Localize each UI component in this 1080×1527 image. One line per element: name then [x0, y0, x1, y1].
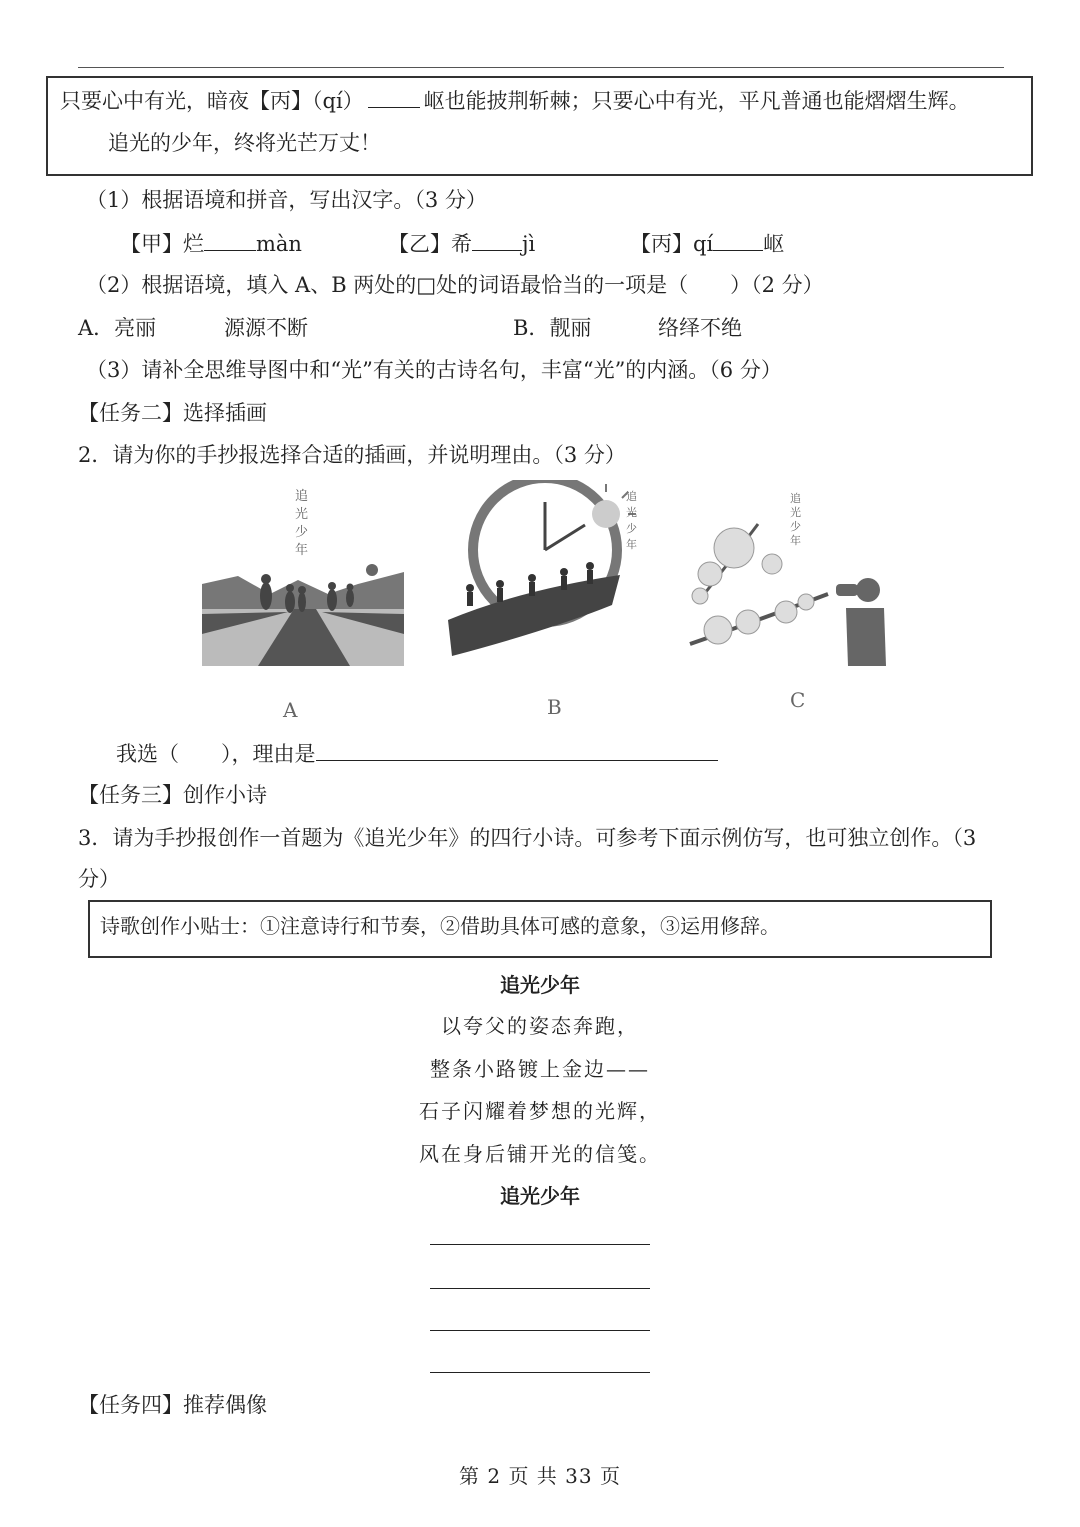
illustration-a[interactable]	[198, 484, 408, 674]
illustration-b-caption-char-3: 少	[626, 522, 637, 535]
illustration-b[interactable]	[440, 480, 640, 670]
q1-bing	[630, 230, 784, 257]
answer-line-1[interactable]	[430, 1244, 650, 1245]
illustration-c-caption-char-4: 年	[790, 534, 801, 547]
sun-icon	[366, 564, 378, 576]
example-poem-line-1: 以夸父的姿态奔跑，	[441, 1014, 639, 1038]
illustration-c[interactable]	[688, 484, 888, 674]
answer-line-4[interactable]	[430, 1372, 650, 1373]
reason-blank[interactable]	[316, 740, 718, 761]
example-poem-line-4: 风在身后铺开光的信笺。	[419, 1142, 661, 1166]
illustration-a-label: A	[283, 698, 298, 722]
q1-jia-blank[interactable]	[204, 230, 256, 251]
illustration-c-caption-char-1: 追	[790, 492, 801, 505]
task3-question-line-1: 3．请为手抄报创作一首题为《追光少年》的四行小诗。可参考下面示例仿写，也可独立创作。（3	[78, 826, 977, 850]
tips-text: 诗歌创作小贴士：①注意诗行和节奏，②借助具体可感的意象，③运用修辞。	[100, 914, 780, 938]
illustration-a-caption-char-4: 年	[295, 543, 309, 558]
illustration-a-caption	[295, 489, 308, 558]
q1-bing-blank[interactable]	[713, 230, 763, 251]
clock-hand-hour	[545, 525, 585, 550]
answer-poem-title: 追光少年	[500, 1184, 580, 1208]
illustration-b-label: B	[547, 695, 562, 719]
passage-line-1	[60, 87, 970, 114]
passage-line-1-pre: 只要心中有光，暗夜【丙】（qí）	[60, 89, 364, 113]
illustration-b-caption-char-1: 追	[626, 490, 637, 503]
task3-question-line-2: 分）	[78, 867, 120, 891]
illustration-c-label: C	[790, 688, 806, 712]
q2-option-b-word1[interactable]: B．靓丽	[513, 316, 592, 340]
task2-question: 2．请为你的手抄报选择合适的插画，并说明理由。（3 分）	[78, 443, 626, 467]
blank-bing[interactable]	[368, 87, 420, 108]
illustration-a-caption-char-1: 追	[295, 489, 309, 504]
q2-prompt: （2）根据语境，填入 A、B 两处的□处的词语最恰当的一项是（ ）（2 分）	[86, 273, 824, 297]
passage-line-1-post: 岖也能披荆斩棘；只要心中有光，平凡普通也能熠熠生辉。	[423, 89, 970, 113]
photographer-silhouette	[836, 578, 886, 666]
q1-bing-pre: 【丙】qí	[630, 232, 714, 256]
answer-line-2[interactable]	[430, 1288, 650, 1289]
q2-option-b-word2: 络绎不绝	[658, 316, 742, 340]
q1-yi	[388, 230, 535, 257]
q1-jia-pre: 【甲】烂	[120, 232, 204, 256]
q1-jia-pinyin: màn	[256, 232, 302, 256]
illustration-c-caption	[790, 492, 801, 547]
page-footer: 第 2 页 共 33 页	[459, 1464, 621, 1488]
illustration-c-caption-char-3: 少	[790, 520, 801, 533]
q2-option-a-word2: 源源不断	[224, 316, 308, 340]
task3-heading: 【任务三】创作小诗	[78, 783, 267, 807]
choose-prompt: 我选（ ），理由是	[116, 742, 316, 766]
illustration-b-caption-char-2: 光	[626, 506, 637, 519]
illustration-a-caption-char-3: 少	[295, 525, 309, 540]
header-rule	[78, 67, 1004, 68]
task2-heading: 【任务二】选择插画	[78, 401, 267, 425]
q3-prompt: （3）请补全思维导图中和“光”有关的古诗名句，丰富“光”的内涵。（6 分）	[86, 358, 782, 382]
choose-line	[116, 740, 718, 767]
q1-yi-pre: 【乙】希	[388, 232, 472, 256]
illustration-a-caption-char-2: 光	[295, 507, 309, 522]
example-poem-line-3: 石子闪耀着梦想的光辉，	[419, 1099, 661, 1123]
illustration-b-caption	[626, 490, 637, 551]
q1-jia	[120, 230, 302, 257]
example-poem-line-2: 整条小路镀上金边——	[430, 1057, 650, 1081]
passage-line-2: 追光的少年，终将光芒万丈！	[108, 131, 381, 155]
illustration-b-caption-char-4: 年	[626, 538, 637, 551]
answer-line-3[interactable]	[430, 1330, 650, 1331]
q2-option-a-word1[interactable]: A．亮丽	[78, 316, 157, 340]
q1-yi-blank[interactable]	[472, 230, 522, 251]
q1-bing-post: 岖	[763, 232, 785, 256]
task4-heading: 【任务四】推荐偶像	[78, 1393, 267, 1417]
illustration-c-caption-char-2: 光	[790, 506, 801, 519]
example-poem-title: 追光少年	[500, 973, 580, 997]
q1-prompt: （1）根据语境和拼音，写出汉字。（3 分）	[86, 188, 487, 212]
q1-yi-pinyin: jì	[522, 232, 536, 256]
